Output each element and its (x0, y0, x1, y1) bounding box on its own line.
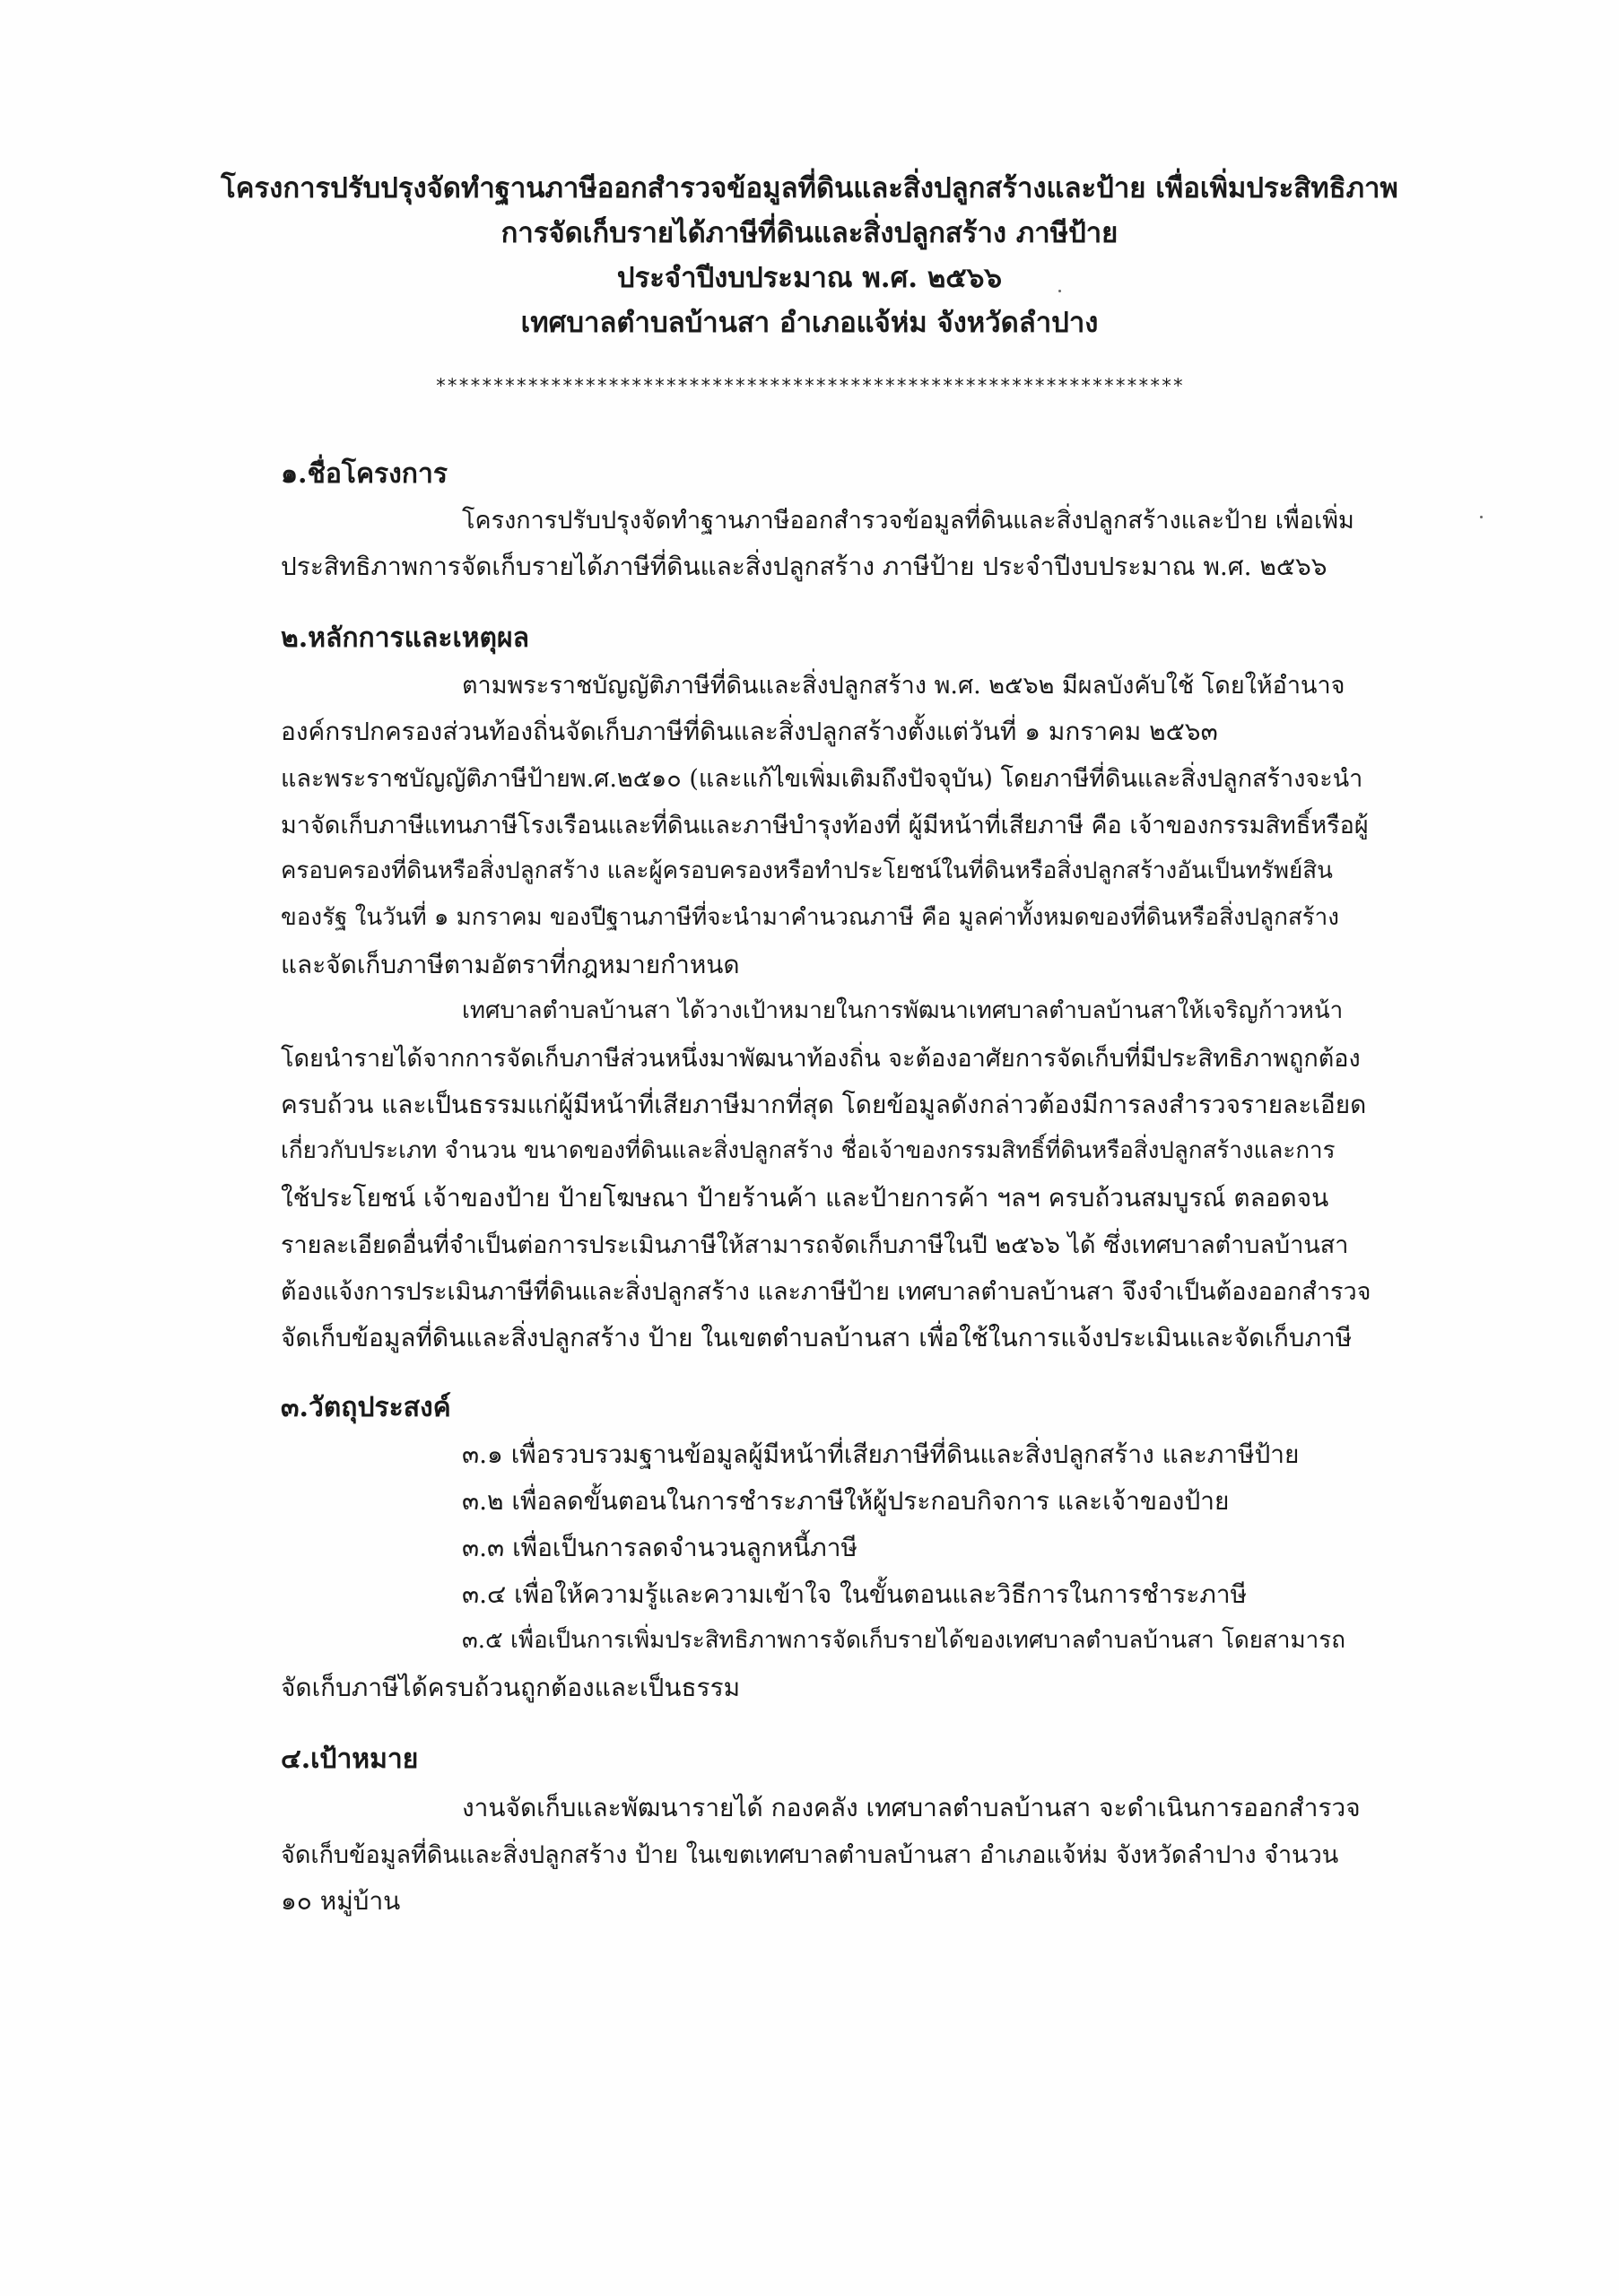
section-heading: ๑.ชื่อโครงการ (281, 458, 448, 490)
objective-item: ๓.๒ เพื่อลดขั้นตอนในการชำระภาษีให้ผู้ประกอบกิจการ และเจ้าของป้าย (462, 1486, 1230, 1516)
paragraph-line: รายละเอียดอื่นที่จำเป็นต่อการประเมินภาษีให้สามารถจัดเก็บภาษีในปี ๒๕๖๖ ได้ ซึ่งเทศบาลตำบลบ้านสา (281, 1231, 1349, 1259)
objective-item: ๓.๕ เพื่อเป็นการเพิ่มประสิทธิภาพการจัดเก็บรายได้ของเทศบาลตำบลบ้านสา โดยสามารถ (462, 1627, 1345, 1654)
paragraph-line: จัดเก็บข้อมูลที่ดินและสิ่งปลูกสร้าง ป้าย ในเขตเทศบาลตำบลบ้านสา อำเภอแจ้ห่ม จังหวัดลำปาง จำนวน (281, 1841, 1339, 1869)
section-heading: ๔.เป้าหมาย (281, 1744, 419, 1775)
scan-speck (1058, 290, 1061, 292)
objective-item: ๓.๓ เพื่อเป็นการลดจำนวนลูกหนี้ภาษี (462, 1533, 857, 1562)
title-line: ประจำปีงบประมาณ พ.ศ. ๒๕๖๖ (616, 262, 1003, 294)
paragraph-line: มาจัดเก็บภาษีแทนภาษีโรงเรือนและที่ดินและภาษีบำรุงท้องที่ ผู้มีหน้าที่เสียภาษี คือ เจ้าของกรรมสิทธิ์หรือผู้ (281, 812, 1369, 839)
paragraph-line: และพระราชบัญญัติภาษีป้ายพ.ศ.๒๕๑๐ (และแก้ไขเพิ่มเติมถึงปัจจุบัน) โดยภาษีที่ดินและสิ่งปลูกสร้างจะนำ (281, 765, 1363, 793)
paragraph-line: ๑๐ หมู่บ้าน (281, 1886, 401, 1916)
objective-item: ๓.๑ เพื่อรวบรวมฐานข้อมูลผู้มีหน้าที่เสียภาษีที่ดินและสิ่งปลูกสร้าง และภาษีป้าย (462, 1439, 1300, 1469)
paragraph-line: ตามพระราชบัญญัติภาษีที่ดินและสิ่งปลูกสร้าง พ.ศ. ๒๕๖๒ มีผลบังคับใช้ โดยให้อำนาจ (462, 672, 1345, 700)
document-title (135, 166, 1484, 345)
paragraph-line: องค์กรปกครองส่วนท้องถิ่นจัดเก็บภาษีที่ดินและสิ่งปลูกสร้างตั้งแต่วันที่ ๑ มกราคม ๒๕๖๓ (281, 717, 1218, 746)
paragraph-line: และจัดเก็บภาษีตามอัตราที่กฎหมายกำหนด (281, 950, 740, 979)
paragraph-line: ครอบครองที่ดินหรือสิ่งปลูกสร้าง และผู้ครอบครองหรือทำประโยชน์ในที่ดินหรือสิ่งปลูกสร้างอันเป็นทรัพย์สิน (281, 857, 1333, 884)
paragraph-line: เทศบาลตำบลบ้านสา ได้วางเป้าหมายในการพัฒนาเทศบาลตำบลบ้านสาให้เจริญก้าวหน้า (462, 997, 1344, 1024)
paragraph-line: งานจัดเก็บและพัฒนารายได้ กองคลัง เทศบาลตำบลบ้านสา จะดำเนินการออกสำรวจ (462, 1793, 1361, 1822)
paragraph-line: จัดเก็บข้อมูลที่ดินและสิ่งปลูกสร้าง ป้าย ในเขตตำบลบ้านสา เพื่อใช้ในการแจ้งประเมินและจัดเก็บภาษี (281, 1323, 1353, 1352)
paragraph-line: โครงการปรับปรุงจัดทำฐานภาษีออกสำรวจข้อมูลที่ดินและสิ่งปลูกสร้างและป้าย เพื่อเพิ่ม (462, 507, 1354, 535)
paragraph-line: ใช้ประโยชน์ เจ้าของป้าย ป้ายโฆษณา ป้ายร้านค้า และป้ายการค้า ฯลฯ ครบถ้วนสมบูรณ์ ตลอดจน (281, 1183, 1329, 1213)
paragraph-line: ครบถ้วน และเป็นธรรมแก่ผู้มีหน้าที่เสียภาษีมากที่สุด โดยข้อมูลดังกล่าวต้องมีการลงสำรวจรายละเอียด (281, 1090, 1367, 1119)
paragraph-line: ของรัฐ ในวันที่ ๑ มกราคม ของปีฐานภาษีที่จะนำมาคำนวณภาษี คือ มูลค่าทั้งหมดของที่ดินหรือสิ่งปลูกสร้าง (281, 904, 1339, 931)
section-heading: ๓.วัตถุประสงค์ (281, 1392, 451, 1423)
title-line: โครงการปรับปรุงจัดทำฐานภาษีออกสำรวจข้อมูลที่ดินและสิ่งปลูกสร้างและป้าย เพื่อเพิ่มประสิทธิภาพ (221, 172, 1398, 204)
scan-speck (1480, 516, 1483, 518)
title-line: เทศบาลตำบลบ้านสา อำเภอแจ้ห่ม จังหวัดลำปาง (520, 307, 1099, 339)
paragraph-line: เกี่ยวกับประเภท จำนวน ขนาดของที่ดินและสิ่งปลูกสร้าง ชื่อเจ้าของกรรมสิทธิ์ที่ดินหรือสิ่งปลูกสร้างและการ (281, 1137, 1336, 1164)
title-line: การจัดเก็บรายได้ภาษีที่ดินและสิ่งปลูกสร้าง ภาษีป้าย (500, 217, 1119, 249)
section-heading: ๒.หลักการและเหตุผล (281, 622, 529, 654)
paragraph-line: ต้องแจ้งการประเมินภาษีที่ดินและสิ่งปลูกสร้าง และภาษีป้าย เทศบาลตำบลบ้านสา จึงจำเป็นต้องออกสำรวจ (281, 1278, 1371, 1306)
paragraph-line: โดยนำรายได้จากการจัดเก็บภาษีส่วนหนึ่งมาพัฒนาท้องถิ่น จะต้องอาศัยการจัดเก็บที่มีประสิทธิภาพถูกต้อง (281, 1045, 1361, 1073)
paragraph-line: ประสิทธิภาพการจัดเก็บรายได้ภาษีที่ดินและสิ่งปลูกสร้าง ภาษีป้าย ประจำปีงบประมาณ พ.ศ. ๒๕๖๖ (281, 552, 1327, 581)
objective-item: ๓.๔ เพื่อให้ความรู้และความเข้าใจ ในขั้นตอนและวิธีการในการชำระภาษี (462, 1579, 1248, 1609)
separator-rule: ***************************************************************** (435, 375, 1184, 396)
paragraph-line: จัดเก็บภาษีได้ครบถ้วนถูกต้องและเป็นธรรม (281, 1673, 741, 1702)
